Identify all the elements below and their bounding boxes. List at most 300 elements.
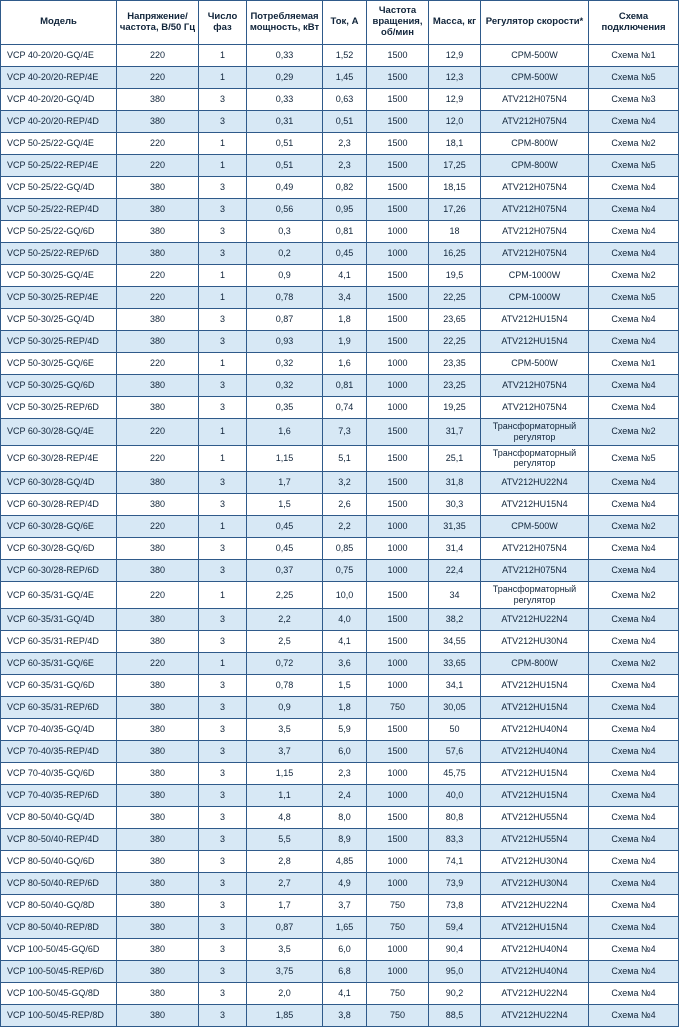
cell-weight: 31,4	[429, 538, 481, 560]
cell-current: 0,51	[323, 111, 367, 133]
cell-speed: 1500	[367, 630, 429, 652]
cell-wiring-diagram: Схема №2	[589, 133, 679, 155]
cell-weight: 34,55	[429, 630, 481, 652]
cell-speed-controller: ATV212H075N4	[481, 560, 589, 582]
cell-wiring-diagram: Схема №5	[589, 155, 679, 177]
cell-voltage: 380	[117, 872, 199, 894]
cell-speed-controller: ATV212HU15N4	[481, 916, 589, 938]
cell-wiring-diagram: Схема №5	[589, 287, 679, 309]
cell-voltage: 220	[117, 67, 199, 89]
cell-wiring-diagram: Схема №4	[589, 784, 679, 806]
cell-model: VCP 40-20/20-REP/4D	[1, 111, 117, 133]
cell-speed: 1000	[367, 784, 429, 806]
cell-model: VCP 80-50/40-REP/4D	[1, 828, 117, 850]
cell-voltage: 380	[117, 472, 199, 494]
cell-phases: 3	[199, 806, 247, 828]
cell-weight: 38,2	[429, 608, 481, 630]
cell-speed: 1500	[367, 133, 429, 155]
cell-speed: 750	[367, 696, 429, 718]
cell-speed: 1500	[367, 582, 429, 609]
cell-current: 2,3	[323, 133, 367, 155]
cell-voltage: 380	[117, 1004, 199, 1026]
column-header-wiring-diagram: Схема подключения	[589, 1, 679, 45]
cell-weight: 33,65	[429, 652, 481, 674]
cell-power: 0,33	[247, 89, 323, 111]
column-header-speed: Частота вращения, об/мин	[367, 1, 429, 45]
cell-speed-controller: ATV212H075N4	[481, 375, 589, 397]
cell-power: 0,87	[247, 916, 323, 938]
cell-power: 2,7	[247, 872, 323, 894]
table-row	[1, 494, 679, 516]
cell-wiring-diagram: Схема №2	[589, 516, 679, 538]
cell-model: VCP 50-25/22-REP/6D	[1, 243, 117, 265]
cell-wiring-diagram: Схема №4	[589, 538, 679, 560]
cell-current: 4,1	[323, 265, 367, 287]
table-row	[1, 419, 679, 446]
cell-power: 1,6	[247, 419, 323, 446]
cell-speed-controller: ATV212HU15N4	[481, 762, 589, 784]
cell-weight: 18,15	[429, 177, 481, 199]
cell-speed-controller: CPM-500W	[481, 45, 589, 67]
cell-model: VCP 60-35/31-REP/4D	[1, 630, 117, 652]
cell-power: 0,93	[247, 331, 323, 353]
cell-power: 0,37	[247, 560, 323, 582]
cell-speed: 1500	[367, 494, 429, 516]
table-row	[1, 155, 679, 177]
cell-phases: 1	[199, 419, 247, 446]
cell-wiring-diagram: Схема №4	[589, 309, 679, 331]
cell-wiring-diagram: Схема №4	[589, 177, 679, 199]
cell-wiring-diagram: Схема №4	[589, 894, 679, 916]
cell-phases: 3	[199, 828, 247, 850]
table-row	[1, 221, 679, 243]
cell-phases: 1	[199, 652, 247, 674]
cell-weight: 59,4	[429, 916, 481, 938]
cell-speed: 1500	[367, 331, 429, 353]
cell-current: 0,81	[323, 375, 367, 397]
cell-power: 0,78	[247, 674, 323, 696]
cell-weight: 73,9	[429, 872, 481, 894]
cell-current: 2,4	[323, 784, 367, 806]
table-row	[1, 199, 679, 221]
cell-power: 1,15	[247, 762, 323, 784]
cell-wiring-diagram: Схема №4	[589, 472, 679, 494]
cell-model: VCP 60-35/31-GQ/6D	[1, 674, 117, 696]
cell-phases: 1	[199, 353, 247, 375]
cell-speed: 750	[367, 982, 429, 1004]
cell-wiring-diagram: Схема №4	[589, 560, 679, 582]
cell-speed-controller: ATV212H075N4	[481, 221, 589, 243]
cell-speed: 1500	[367, 806, 429, 828]
cell-current: 3,7	[323, 894, 367, 916]
cell-speed-controller: CPM-500W	[481, 516, 589, 538]
table-row	[1, 630, 679, 652]
cell-voltage: 380	[117, 718, 199, 740]
cell-speed-controller: ATV212HU15N4	[481, 696, 589, 718]
cell-phases: 3	[199, 221, 247, 243]
cell-speed: 1000	[367, 850, 429, 872]
cell-speed: 1500	[367, 177, 429, 199]
table-row	[1, 560, 679, 582]
cell-speed-controller: ATV212HU15N4	[481, 494, 589, 516]
cell-speed: 1500	[367, 419, 429, 446]
cell-speed: 1000	[367, 652, 429, 674]
cell-speed-controller: ATV212HU30N4	[481, 850, 589, 872]
cell-speed: 1000	[367, 674, 429, 696]
cell-wiring-diagram: Схема №4	[589, 674, 679, 696]
cell-wiring-diagram: Схема №4	[589, 982, 679, 1004]
cell-weight: 12,9	[429, 89, 481, 111]
cell-speed-controller: ATV212HU15N4	[481, 331, 589, 353]
cell-weight: 18,1	[429, 133, 481, 155]
cell-wiring-diagram: Схема №4	[589, 718, 679, 740]
cell-power: 0,51	[247, 133, 323, 155]
cell-speed: 1000	[367, 762, 429, 784]
cell-speed: 1500	[367, 718, 429, 740]
table-row	[1, 331, 679, 353]
cell-current: 4,1	[323, 982, 367, 1004]
cell-speed: 1000	[367, 872, 429, 894]
cell-wiring-diagram: Схема №4	[589, 608, 679, 630]
cell-current: 3,6	[323, 652, 367, 674]
cell-model: VCP 70-40/35-REP/6D	[1, 784, 117, 806]
cell-speed-controller: ATV212HU40N4	[481, 938, 589, 960]
cell-weight: 34	[429, 582, 481, 609]
cell-weight: 23,35	[429, 353, 481, 375]
cell-model: VCP 40-20/20-GQ/4E	[1, 45, 117, 67]
table-row	[1, 784, 679, 806]
cell-voltage: 220	[117, 45, 199, 67]
cell-wiring-diagram: Схема №4	[589, 375, 679, 397]
cell-wiring-diagram: Схема №1	[589, 45, 679, 67]
cell-phases: 3	[199, 111, 247, 133]
cell-voltage: 380	[117, 221, 199, 243]
cell-current: 6,0	[323, 938, 367, 960]
cell-power: 0,32	[247, 375, 323, 397]
cell-speed: 1500	[367, 89, 429, 111]
cell-voltage: 220	[117, 133, 199, 155]
cell-current: 4,1	[323, 630, 367, 652]
cell-phases: 1	[199, 155, 247, 177]
cell-voltage: 220	[117, 582, 199, 609]
cell-speed-controller: ATV212HU22N4	[481, 608, 589, 630]
cell-phases: 3	[199, 916, 247, 938]
cell-model: VCP 60-30/28-GQ/6E	[1, 516, 117, 538]
cell-speed-controller: CPM-800W	[481, 133, 589, 155]
cell-speed: 1500	[367, 608, 429, 630]
cell-speed-controller: ATV212HU30N4	[481, 872, 589, 894]
cell-power: 0,2	[247, 243, 323, 265]
cell-wiring-diagram: Схема №1	[589, 353, 679, 375]
cell-current: 4,0	[323, 608, 367, 630]
cell-power: 0,45	[247, 538, 323, 560]
cell-power: 0,72	[247, 652, 323, 674]
cell-speed: 1000	[367, 243, 429, 265]
cell-speed-controller: CPM-800W	[481, 652, 589, 674]
cell-wiring-diagram: Схема №5	[589, 67, 679, 89]
cell-weight: 19,25	[429, 397, 481, 419]
cell-speed-controller: ATV212HU55N4	[481, 828, 589, 850]
cell-weight: 31,7	[429, 419, 481, 446]
cell-speed: 1500	[367, 828, 429, 850]
cell-voltage: 220	[117, 155, 199, 177]
cell-wiring-diagram: Схема №4	[589, 916, 679, 938]
cell-voltage: 220	[117, 516, 199, 538]
cell-current: 3,4	[323, 287, 367, 309]
cell-wiring-diagram: Схема №4	[589, 199, 679, 221]
cell-current: 5,1	[323, 445, 367, 472]
cell-model: VCP 50-30/25-REP/4D	[1, 331, 117, 353]
cell-voltage: 380	[117, 494, 199, 516]
cell-speed: 1000	[367, 560, 429, 582]
cell-speed: 1500	[367, 111, 429, 133]
cell-model: VCP 100-50/45-REP/8D	[1, 1004, 117, 1026]
cell-current: 1,8	[323, 696, 367, 718]
table-row	[1, 762, 679, 784]
table-row	[1, 309, 679, 331]
cell-voltage: 380	[117, 850, 199, 872]
table-row	[1, 133, 679, 155]
cell-power: 0,45	[247, 516, 323, 538]
table-header-row	[1, 1, 679, 45]
cell-current: 0,81	[323, 221, 367, 243]
cell-phases: 3	[199, 630, 247, 652]
cell-wiring-diagram: Схема №4	[589, 111, 679, 133]
cell-phases: 3	[199, 397, 247, 419]
cell-model: VCP 50-30/25-REP/4E	[1, 287, 117, 309]
cell-wiring-diagram: Схема №2	[589, 652, 679, 674]
cell-speed-controller: CPM-500W	[481, 353, 589, 375]
cell-speed-controller: ATV212HU55N4	[481, 806, 589, 828]
column-header-model: Модель	[1, 1, 117, 45]
cell-speed-controller: ATV212HU40N4	[481, 718, 589, 740]
cell-current: 2,3	[323, 762, 367, 784]
cell-wiring-diagram: Схема №4	[589, 960, 679, 982]
cell-speed-controller: ATV212HU22N4	[481, 982, 589, 1004]
table-row	[1, 608, 679, 630]
cell-phases: 3	[199, 894, 247, 916]
cell-voltage: 380	[117, 630, 199, 652]
cell-model: VCP 100-50/45-GQ/8D	[1, 982, 117, 1004]
cell-power: 1,1	[247, 784, 323, 806]
cell-power: 1,5	[247, 494, 323, 516]
cell-model: VCP 100-50/45-REP/6D	[1, 960, 117, 982]
cell-weight: 25,1	[429, 445, 481, 472]
cell-speed-controller: Трансформаторный регулятор	[481, 445, 589, 472]
cell-voltage: 380	[117, 674, 199, 696]
cell-power: 0,31	[247, 111, 323, 133]
cell-speed: 1000	[367, 516, 429, 538]
cell-current: 1,65	[323, 916, 367, 938]
cell-weight: 16,25	[429, 243, 481, 265]
table-row	[1, 472, 679, 494]
cell-wiring-diagram: Схема №4	[589, 828, 679, 850]
cell-speed-controller: ATV212HU22N4	[481, 472, 589, 494]
table-row	[1, 674, 679, 696]
cell-voltage: 380	[117, 806, 199, 828]
cell-speed-controller: ATV212HU22N4	[481, 1004, 589, 1026]
table-row	[1, 1004, 679, 1026]
cell-wiring-diagram: Схема №4	[589, 221, 679, 243]
table-row	[1, 287, 679, 309]
cell-current: 3,2	[323, 472, 367, 494]
cell-voltage: 380	[117, 784, 199, 806]
cell-current: 1,5	[323, 674, 367, 696]
cell-model: VCP 50-25/22-REP/4D	[1, 199, 117, 221]
cell-phases: 3	[199, 938, 247, 960]
cell-model: VCP 50-25/22-REP/4E	[1, 155, 117, 177]
cell-weight: 18	[429, 221, 481, 243]
table-row	[1, 89, 679, 111]
cell-power: 0,87	[247, 309, 323, 331]
cell-current: 4,85	[323, 850, 367, 872]
table-row	[1, 982, 679, 1004]
cell-voltage: 380	[117, 199, 199, 221]
cell-power: 5,5	[247, 828, 323, 850]
table-row	[1, 582, 679, 609]
cell-voltage: 220	[117, 287, 199, 309]
cell-phases: 3	[199, 982, 247, 1004]
cell-power: 2,2	[247, 608, 323, 630]
cell-phases: 3	[199, 872, 247, 894]
cell-current: 1,6	[323, 353, 367, 375]
cell-weight: 17,25	[429, 155, 481, 177]
cell-power: 2,5	[247, 630, 323, 652]
cell-phases: 3	[199, 608, 247, 630]
cell-current: 5,9	[323, 718, 367, 740]
cell-phases: 1	[199, 265, 247, 287]
cell-wiring-diagram: Схема №4	[589, 1004, 679, 1026]
cell-weight: 23,25	[429, 375, 481, 397]
cell-current: 1,8	[323, 309, 367, 331]
cell-wiring-diagram: Схема №4	[589, 872, 679, 894]
cell-power: 1,15	[247, 445, 323, 472]
cell-power: 1,7	[247, 894, 323, 916]
cell-model: VCP 60-30/28-GQ/4D	[1, 472, 117, 494]
cell-power: 0,3	[247, 221, 323, 243]
cell-power: 0,32	[247, 353, 323, 375]
cell-voltage: 380	[117, 243, 199, 265]
cell-voltage: 380	[117, 538, 199, 560]
cell-speed: 1500	[367, 155, 429, 177]
cell-speed: 1500	[367, 445, 429, 472]
cell-weight: 12,3	[429, 67, 481, 89]
cell-speed: 1500	[367, 45, 429, 67]
cell-current: 6,8	[323, 960, 367, 982]
table-row	[1, 718, 679, 740]
cell-current: 8,0	[323, 806, 367, 828]
table-row	[1, 67, 679, 89]
table-row	[1, 740, 679, 762]
cell-speed: 1500	[367, 740, 429, 762]
cell-voltage: 380	[117, 331, 199, 353]
cell-voltage: 380	[117, 177, 199, 199]
cell-speed-controller: ATV212HU15N4	[481, 784, 589, 806]
cell-weight: 57,6	[429, 740, 481, 762]
cell-speed: 1500	[367, 309, 429, 331]
cell-voltage: 380	[117, 894, 199, 916]
cell-speed-controller: ATV212H075N4	[481, 111, 589, 133]
cell-weight: 17,26	[429, 199, 481, 221]
cell-voltage: 380	[117, 982, 199, 1004]
cell-weight: 80,8	[429, 806, 481, 828]
cell-speed: 1500	[367, 265, 429, 287]
cell-power: 3,5	[247, 938, 323, 960]
cell-power: 3,7	[247, 740, 323, 762]
cell-phases: 1	[199, 445, 247, 472]
cell-voltage: 380	[117, 608, 199, 630]
cell-current: 2,2	[323, 516, 367, 538]
cell-weight: 19,5	[429, 265, 481, 287]
cell-model: VCP 50-30/25-GQ/4E	[1, 265, 117, 287]
cell-weight: 45,75	[429, 762, 481, 784]
cell-weight: 23,65	[429, 309, 481, 331]
cell-phases: 3	[199, 960, 247, 982]
cell-power: 0,35	[247, 397, 323, 419]
column-header-power: Потребляемая мощность, кВт	[247, 1, 323, 45]
cell-phases: 3	[199, 850, 247, 872]
cell-speed: 750	[367, 916, 429, 938]
cell-speed: 750	[367, 1004, 429, 1026]
cell-power: 0,33	[247, 45, 323, 67]
cell-phases: 1	[199, 287, 247, 309]
cell-model: VCP 60-30/28-REP/4E	[1, 445, 117, 472]
cell-speed-controller: ATV212H075N4	[481, 243, 589, 265]
cell-wiring-diagram: Схема №5	[589, 445, 679, 472]
cell-current: 8,9	[323, 828, 367, 850]
cell-wiring-diagram: Схема №4	[589, 331, 679, 353]
column-header-current: Ток, А	[323, 1, 367, 45]
cell-power: 3,5	[247, 718, 323, 740]
cell-power: 0,78	[247, 287, 323, 309]
cell-voltage: 380	[117, 916, 199, 938]
cell-wiring-diagram: Схема №2	[589, 582, 679, 609]
table-row	[1, 806, 679, 828]
cell-speed: 1500	[367, 287, 429, 309]
cell-voltage: 220	[117, 419, 199, 446]
cell-power: 0,49	[247, 177, 323, 199]
cell-model: VCP 70-40/35-REP/4D	[1, 740, 117, 762]
cell-speed-controller: ATV212HU15N4	[481, 674, 589, 696]
cell-weight: 40,0	[429, 784, 481, 806]
table-row	[1, 177, 679, 199]
cell-phases: 3	[199, 696, 247, 718]
cell-model: VCP 50-30/25-GQ/4D	[1, 309, 117, 331]
table-row	[1, 45, 679, 67]
cell-current: 1,45	[323, 67, 367, 89]
cell-model: VCP 60-30/28-REP/6D	[1, 560, 117, 582]
cell-current: 0,75	[323, 560, 367, 582]
cell-model: VCP 60-30/28-GQ/6D	[1, 538, 117, 560]
cell-phases: 3	[199, 538, 247, 560]
cell-speed: 1000	[367, 938, 429, 960]
cell-speed-controller: CPM-800W	[481, 155, 589, 177]
cell-current: 1,9	[323, 331, 367, 353]
cell-current: 1,52	[323, 45, 367, 67]
cell-wiring-diagram: Схема №4	[589, 696, 679, 718]
cell-current: 4,9	[323, 872, 367, 894]
cell-power: 2,25	[247, 582, 323, 609]
cell-weight: 90,2	[429, 982, 481, 1004]
cell-speed: 1000	[367, 353, 429, 375]
cell-model: VCP 50-25/22-GQ/4E	[1, 133, 117, 155]
cell-weight: 50	[429, 718, 481, 740]
table-row	[1, 696, 679, 718]
cell-speed-controller: ATV212HU40N4	[481, 740, 589, 762]
cell-weight: 22,4	[429, 560, 481, 582]
cell-speed-controller: Трансформаторный регулятор	[481, 419, 589, 446]
cell-phases: 3	[199, 472, 247, 494]
